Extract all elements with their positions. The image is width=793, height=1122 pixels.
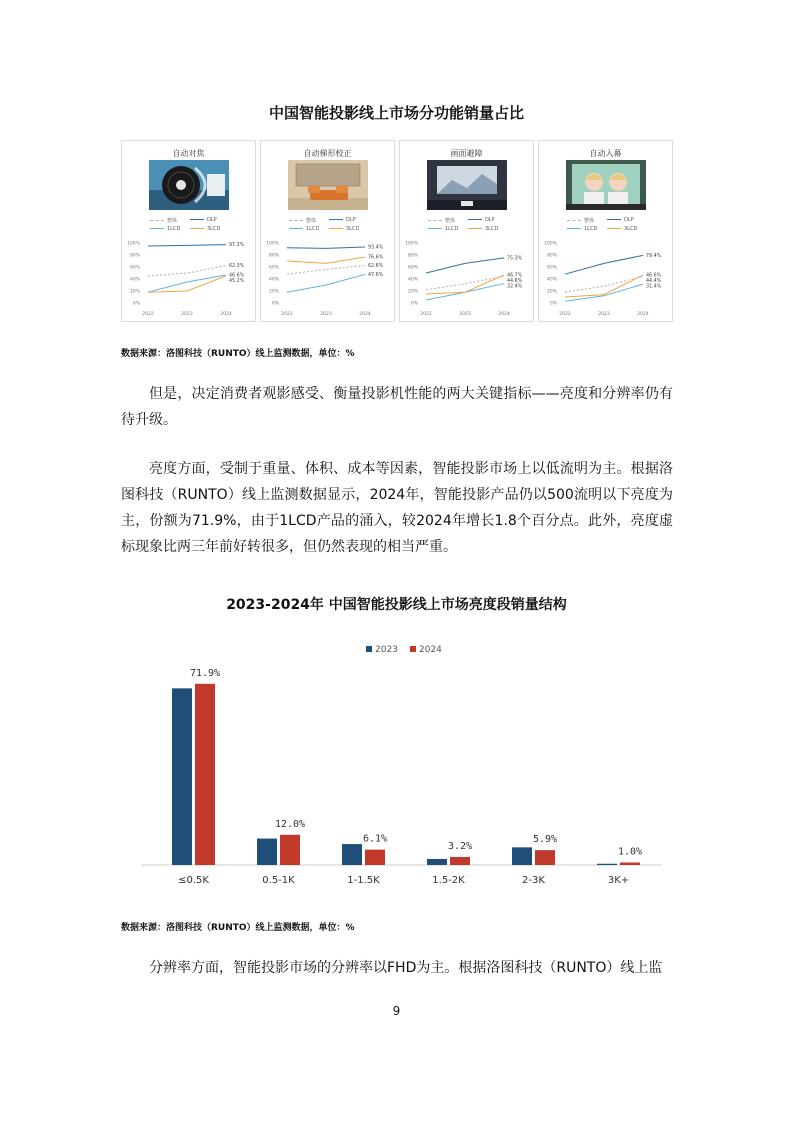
- y-tick-label: 80%: [129, 253, 140, 259]
- x-tick-label: 2022: [559, 312, 571, 317]
- function-panel: [399, 140, 534, 322]
- panel-line-chart: [404, 237, 530, 319]
- panel-line-chart: [543, 237, 669, 319]
- function-panels: [121, 140, 672, 322]
- series-line: [565, 275, 643, 297]
- legend-item: 整体: [289, 217, 316, 224]
- series-line: [426, 276, 504, 290]
- x-tick-label: 2023: [459, 312, 471, 317]
- data-label: 1.0%: [617, 846, 643, 858]
- legend-item: 3LCD: [190, 226, 220, 232]
- y-tick-label: 20%: [546, 289, 557, 295]
- figure2-title: 2023-2024年 中国智能投影线上市场亮度段销量结构: [226, 597, 567, 613]
- end-value-label: 46.7%: [507, 273, 523, 279]
- end-value-label: 93.4%: [368, 245, 384, 251]
- end-value-label: 46.6%: [229, 273, 245, 279]
- bar-2024: [620, 862, 640, 865]
- data-label: 71.9%: [189, 667, 221, 679]
- panel-title: 自动入幕: [589, 149, 622, 158]
- series-line: [565, 284, 643, 301]
- legend-item: 1LCD: [150, 226, 180, 232]
- y-tick-label: 80%: [268, 253, 279, 259]
- function-panel: [121, 140, 256, 322]
- y-tick-label: 100%: [544, 241, 557, 247]
- end-value-label: 45.2%: [229, 279, 245, 285]
- end-value-label: 46.6%: [646, 273, 662, 279]
- brightness-bar-chart: [121, 638, 673, 888]
- legend-item: DLP: [607, 217, 634, 223]
- panel-title: 自动梯形校正: [303, 149, 352, 158]
- x-tick-label: 2022: [420, 312, 432, 317]
- y-tick-label: 0%: [410, 301, 418, 307]
- y-tick-label: 40%: [129, 277, 140, 283]
- legend-item: 1LCD: [428, 226, 458, 232]
- page-number: 9: [392, 1004, 401, 1018]
- y-tick-label: 100%: [405, 241, 418, 247]
- end-value-label: 76.6%: [368, 255, 384, 261]
- legend-item: 3LCD: [607, 226, 637, 232]
- y-tick-label: 40%: [407, 277, 418, 283]
- end-value-label: 62.3%: [229, 264, 245, 270]
- series-line: [287, 265, 365, 274]
- y-tick-label: 100%: [127, 241, 140, 247]
- data-label: 5.9%: [532, 834, 558, 846]
- series-line: [148, 275, 226, 292]
- series-line: [287, 257, 365, 263]
- bar-2024: [195, 684, 215, 865]
- legend-swatch: [366, 646, 372, 652]
- x-tick-label: 2023: [320, 312, 332, 317]
- legend-item: DLP: [468, 217, 495, 223]
- y-tick-label: 0%: [549, 301, 557, 307]
- bar-2023: [342, 844, 362, 865]
- legend-item: 3LCD: [329, 226, 359, 232]
- y-tick-label: 40%: [268, 277, 279, 283]
- living-room-photo: [288, 160, 368, 210]
- series-line: [287, 247, 365, 248]
- function-panel: [260, 140, 395, 322]
- end-value-label: 62.6%: [368, 263, 384, 269]
- legend-label: 2023: [375, 645, 398, 655]
- x-tick-label: 2024: [637, 312, 649, 317]
- series-line: [426, 258, 504, 273]
- y-tick-label: 60%: [268, 265, 279, 271]
- series-line: [287, 274, 365, 292]
- y-tick-label: 80%: [546, 253, 557, 259]
- category-label: 3K+: [607, 875, 630, 886]
- x-tick-label: 2023: [181, 312, 193, 317]
- bar-2024: [450, 857, 470, 865]
- bar-2024: [365, 850, 385, 865]
- figure1-source: 数据来源：洛图科技（RUNTO）线上监测数据，单位：%: [121, 349, 355, 359]
- category-label: 1.5-2K: [432, 875, 465, 886]
- end-value-label: 44.4%: [646, 279, 662, 285]
- end-value-label: 31.4%: [646, 284, 662, 290]
- paragraph-2: 亮度方面，受制于重量、体积、成本等因素，智能投影市场上以低流明为主。根据洛图科技（RUNTO）线上监测数据显示，2024年，智能投影产品仍以500流明以下亮度为主，份额为71.9%，由于1LCD产品的涌入，较2024年增长1.8个百分点。此外，亮度虚标现象比两三年前好转很多，但仍然表现的相当严重。: [121, 461, 673, 555]
- end-value-label: 97.3%: [229, 243, 245, 249]
- series-line: [148, 245, 226, 246]
- category-label: 2-3K: [522, 875, 545, 886]
- panel-title: 画面避障: [450, 149, 483, 158]
- series-line: [426, 275, 504, 294]
- y-tick-label: 60%: [546, 265, 557, 271]
- y-tick-label: 20%: [129, 289, 140, 295]
- x-tick-label: 2024: [359, 312, 371, 317]
- legend-item: 1LCD: [567, 226, 597, 232]
- paragraph-3: 分辨率方面，智能投影市场的分辨率以FHD为主。根据洛图科技（RUNTO）线上监: [149, 960, 663, 976]
- x-tick-label: 2022: [281, 312, 293, 317]
- y-tick-label: 20%: [268, 289, 279, 295]
- legend-item: DLP: [329, 217, 356, 223]
- data-label: 6.1%: [362, 833, 388, 845]
- function-panel: [538, 140, 673, 322]
- y-tick-label: 60%: [407, 265, 418, 271]
- panel-title: 自动对焦: [172, 149, 205, 158]
- end-value-label: 32.4%: [507, 284, 523, 290]
- end-value-label: 79.4%: [646, 253, 662, 259]
- y-tick-label: 0%: [132, 301, 140, 307]
- series-line: [565, 276, 643, 292]
- x-tick-label: 2023: [598, 312, 610, 317]
- legend-swatch: [410, 646, 416, 652]
- panel-line-chart: [126, 237, 252, 319]
- y-tick-label: 0%: [271, 301, 279, 307]
- series-line: [565, 255, 643, 274]
- vinyl-record-photo: [149, 160, 229, 210]
- x-tick-label: 2024: [220, 312, 232, 317]
- bar-2023: [257, 839, 277, 865]
- series-line: [148, 276, 226, 292]
- end-value-label: 47.6%: [368, 272, 384, 278]
- bar-2023: [512, 847, 532, 865]
- end-value-label: 44.6%: [507, 278, 523, 284]
- y-tick-label: 80%: [407, 253, 418, 259]
- data-label: 3.2%: [447, 840, 473, 852]
- y-tick-label: 60%: [129, 265, 140, 271]
- legend-item: DLP: [190, 217, 217, 223]
- legend-item: 3LCD: [468, 226, 498, 232]
- y-tick-label: 20%: [407, 289, 418, 295]
- legend-item: 1LCD: [289, 226, 319, 232]
- category-label: ≤0.5K: [178, 875, 209, 886]
- category-label: 0.5-1K: [262, 875, 295, 886]
- two-children-photo: [566, 160, 646, 210]
- legend-item: 整体: [428, 217, 455, 224]
- category-label: 1-1.5K: [347, 875, 380, 886]
- legend-item: 整体: [567, 217, 594, 224]
- bar-2024: [535, 850, 555, 865]
- x-tick-label: 2024: [498, 312, 510, 317]
- bar-2023: [597, 864, 617, 865]
- panel-line-chart: [265, 237, 391, 319]
- bar-2023: [427, 859, 447, 865]
- y-tick-label: 40%: [546, 277, 557, 283]
- projection-screen-photo: [427, 160, 507, 210]
- x-tick-label: 2022: [142, 312, 154, 317]
- y-tick-label: 100%: [266, 241, 279, 247]
- legend-item: 整体: [150, 217, 177, 224]
- series-line: [148, 266, 226, 276]
- legend-label: 2024: [419, 645, 442, 655]
- figure1-title: 中国智能投影线上市场分功能销量占比: [268, 104, 524, 122]
- bar-2024: [280, 835, 300, 865]
- end-value-label: 75.3%: [507, 256, 523, 262]
- bar-2023: [172, 688, 192, 865]
- figure2-source: 数据来源：洛图科技（RUNTO）线上监测数据，单位：%: [121, 923, 355, 933]
- data-label: 12.0%: [274, 818, 306, 830]
- paragraph-1: 但是，决定消费者观影感受、衡量投影机性能的两大关键指标——亮度和分辨率仍有待升级。: [121, 386, 673, 428]
